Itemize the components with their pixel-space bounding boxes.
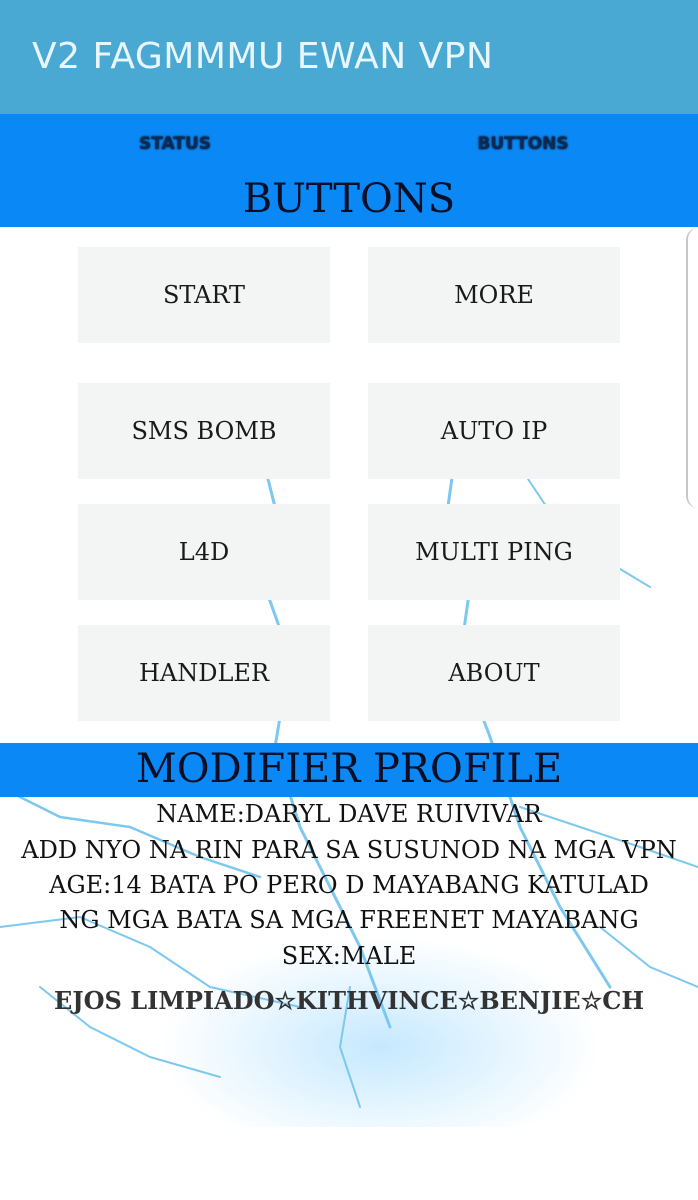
about-button[interactable]: ABOUT [368,625,620,721]
auto-ip-button[interactable]: AUTO IP [368,383,620,479]
buttons-heading: BUTTONS [242,176,456,222]
l4d-button[interactable]: L4D [78,504,330,600]
start-button[interactable]: START [78,247,330,343]
profile-heading: MODIFIER PROFILE [135,746,563,792]
app-bar [0,0,698,114]
handler-button[interactable]: HANDLER [78,625,330,721]
profile-note: ADD NYO NA RIN PARA SA SUSUNOD NA MGA VPN [21,836,677,864]
multi-ping-button[interactable]: MULTI PING [368,504,620,600]
more-button[interactable]: MORE [368,247,620,343]
profile-name: NAME:DARYL DAVE RUIVIVAR [156,800,542,828]
tab-buttons[interactable]: BUTTONS [477,134,569,154]
tab-status[interactable]: STATUS [138,134,211,154]
sms-bomb-button[interactable]: SMS BOMB [78,383,330,479]
profile-age-continued: NG MGA BATA SA MGA FREENET MAYABANG [59,906,639,934]
profile-age: AGE:14 BATA PO PERO D MAYABANG KATULAD [49,871,649,899]
scroll-edge-indicator [686,228,698,508]
credits-marquee: EJOS LIMPIADO☆KITHVINCE☆BENJIE☆CH [53,986,645,1015]
profile-sex: SEX:MALE [281,942,417,970]
app-title: V2 FAGMMMU EWAN VPN [32,36,494,77]
